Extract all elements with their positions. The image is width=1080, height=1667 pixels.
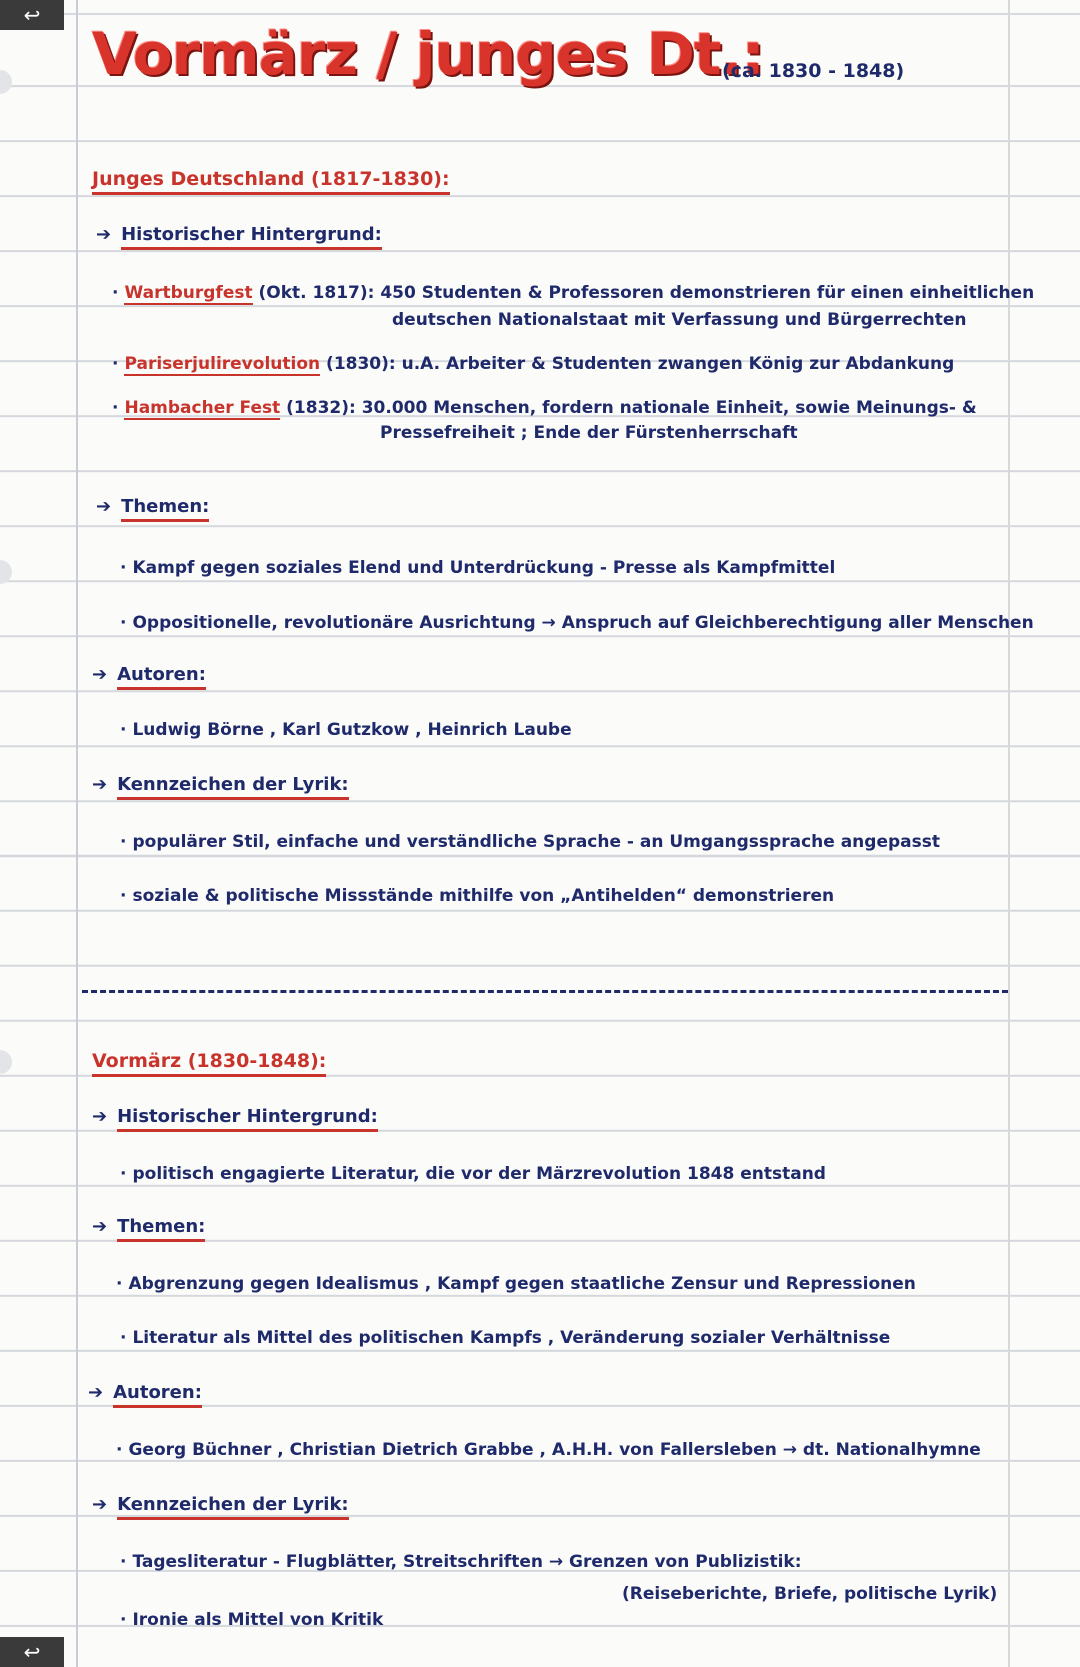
- bullet-icon: ·: [120, 720, 127, 740]
- bullet-icon: ·: [116, 1440, 123, 1460]
- list-item: [120, 720, 572, 740]
- arrow-right-icon: ➔: [92, 774, 108, 795]
- subheading-label: Historischer Hintergrund:: [117, 1106, 378, 1132]
- arrow-right-icon: ➔: [92, 1216, 108, 1237]
- bullet-icon: ·: [116, 1274, 123, 1294]
- item-text: (1832): 30.000 Menschen, fordern nationale Einheit, sowie Meinungs- &: [280, 398, 977, 418]
- list-item-continuation: (Reiseberichte, Briefe, politische Lyrik): [622, 1584, 998, 1604]
- arrow-right-icon: ➔: [92, 1494, 108, 1515]
- bullet-icon: ·: [120, 558, 127, 578]
- list-item: [120, 1552, 802, 1572]
- bullet-icon: ·: [120, 886, 127, 906]
- list-item-julirevolution: [112, 354, 954, 374]
- bullet-icon: ·: [120, 613, 127, 633]
- bullet-icon: ·: [120, 1552, 127, 1572]
- subheading-themen: [92, 1216, 205, 1237]
- list-item-continuation: deutschen Nationalstaat mit Verfassung und Bürgerrechten: [392, 310, 967, 330]
- subheading-label: Kennzeichen der Lyrik:: [117, 774, 349, 800]
- item-text: (1830): u.A. Arbeiter & Studenten zwangen König zur Abdankung: [320, 354, 955, 374]
- item-text: soziale & politische Missstände mithilfe von „Antihelden“ demonstrieren: [132, 886, 835, 906]
- margin-line: [76, 0, 78, 1667]
- item-text: Kampf gegen soziales Elend und Unterdrückung - Presse als Kampfmittel: [132, 558, 836, 578]
- list-item-continuation: Pressefreiheit ; Ende der Fürstenherrschaft: [380, 423, 798, 443]
- subheading-label: Themen:: [117, 1216, 205, 1242]
- bullet-icon: ·: [120, 1328, 127, 1348]
- term: Hambacher Fest: [124, 398, 281, 418]
- list-item: [120, 558, 835, 578]
- section-heading-text: Vormärz (1830-1848):: [92, 1050, 326, 1077]
- item-text: Literatur als Mittel des politischen Kampfs , Veränderung sozialer Verhältnisse: [132, 1328, 891, 1348]
- list-item: [120, 832, 940, 852]
- bullet-icon: ·: [120, 1164, 127, 1184]
- bullet-icon: ·: [112, 398, 119, 418]
- arrow-right-icon: ➔: [96, 496, 112, 517]
- corner-marker-icon: ↩: [0, 0, 64, 30]
- item-text: Tagesliteratur - Flugblätter, Streitschriften → Grenzen von Publizistik:: [132, 1552, 802, 1572]
- subheading-lyrik: [92, 774, 349, 795]
- arrow-right-icon: ➔: [88, 1382, 104, 1403]
- page-title: Vormärz / junges Dt.:: [92, 20, 764, 88]
- arrow-right-icon: ➔: [96, 224, 112, 245]
- subheading-historical: [92, 1106, 378, 1127]
- subheading-themen: [96, 496, 209, 517]
- item-text: Ludwig Börne , Karl Gutzkow , Heinrich Laube: [132, 720, 572, 740]
- binder-hole: [0, 1050, 12, 1074]
- bullet-icon: ·: [120, 1610, 127, 1630]
- term: Pariserjulirevolution: [124, 354, 321, 374]
- section-divider: [82, 990, 1008, 993]
- subheading-lyrik: [92, 1494, 349, 1515]
- section-heading-vormaerz: [92, 1050, 326, 1072]
- bullet-icon: ·: [120, 832, 127, 852]
- title-date: (ca. 1830 - 1848): [722, 60, 905, 82]
- item-text: Oppositionelle, revolutionäre Ausrichtung → Anspruch auf Gleichberechtigung aller Menschen: [132, 613, 1034, 633]
- arrow-right-icon: ➔: [92, 1106, 108, 1127]
- arrow-right-icon: ➔: [92, 664, 108, 685]
- binder-hole: [0, 560, 12, 584]
- list-item: [116, 1274, 916, 1294]
- list-item: [120, 1328, 890, 1348]
- list-item: [120, 1164, 826, 1184]
- subheading-autoren: [88, 1382, 202, 1403]
- list-item-hambacher-fest: [112, 398, 977, 418]
- subheading-historical: [96, 224, 382, 245]
- item-text: populärer Stil, einfache und verständliche Sprache - an Umgangssprache angepasst: [132, 832, 940, 852]
- section-heading-text: Junges Deutschland (1817-1830):: [92, 168, 450, 195]
- list-item: [120, 613, 1034, 633]
- list-item: [116, 1440, 981, 1460]
- item-text: Ironie als Mittel von Kritik: [132, 1610, 384, 1630]
- binder-hole: [0, 70, 12, 94]
- section-heading-junges: [92, 168, 450, 190]
- subheading-label: Themen:: [121, 496, 209, 522]
- corner-marker-icon: ↩: [0, 1637, 64, 1667]
- bullet-icon: ·: [112, 283, 119, 303]
- subheading-label: Kennzeichen der Lyrik:: [117, 1494, 349, 1520]
- term: Wartburgfest: [124, 283, 253, 303]
- item-text: Georg Büchner , Christian Dietrich Grabbe , A.H.H. von Fallersleben → dt. Nationalhymne: [128, 1440, 981, 1460]
- item-text: (Okt. 1817): 450 Studenten & Professoren demonstrieren für einen einheitlichen: [252, 283, 1035, 303]
- subheading-label: Autoren:: [117, 664, 206, 690]
- item-text: politisch engagierte Literatur, die vor der Märzrevolution 1848 entstand: [132, 1164, 826, 1184]
- subheading-label: Autoren:: [113, 1382, 202, 1408]
- list-item-wartburgfest: [112, 283, 1034, 303]
- list-item: [120, 1610, 383, 1630]
- bullet-icon: ·: [112, 354, 119, 374]
- item-text: Abgrenzung gegen Idealismus , Kampf gegen staatliche Zensur und Repressionen: [128, 1274, 916, 1294]
- right-margin-line: [1008, 0, 1010, 1667]
- subheading-label: Historischer Hintergrund:: [121, 224, 382, 250]
- subheading-autoren: [92, 664, 206, 685]
- list-item: [120, 886, 834, 906]
